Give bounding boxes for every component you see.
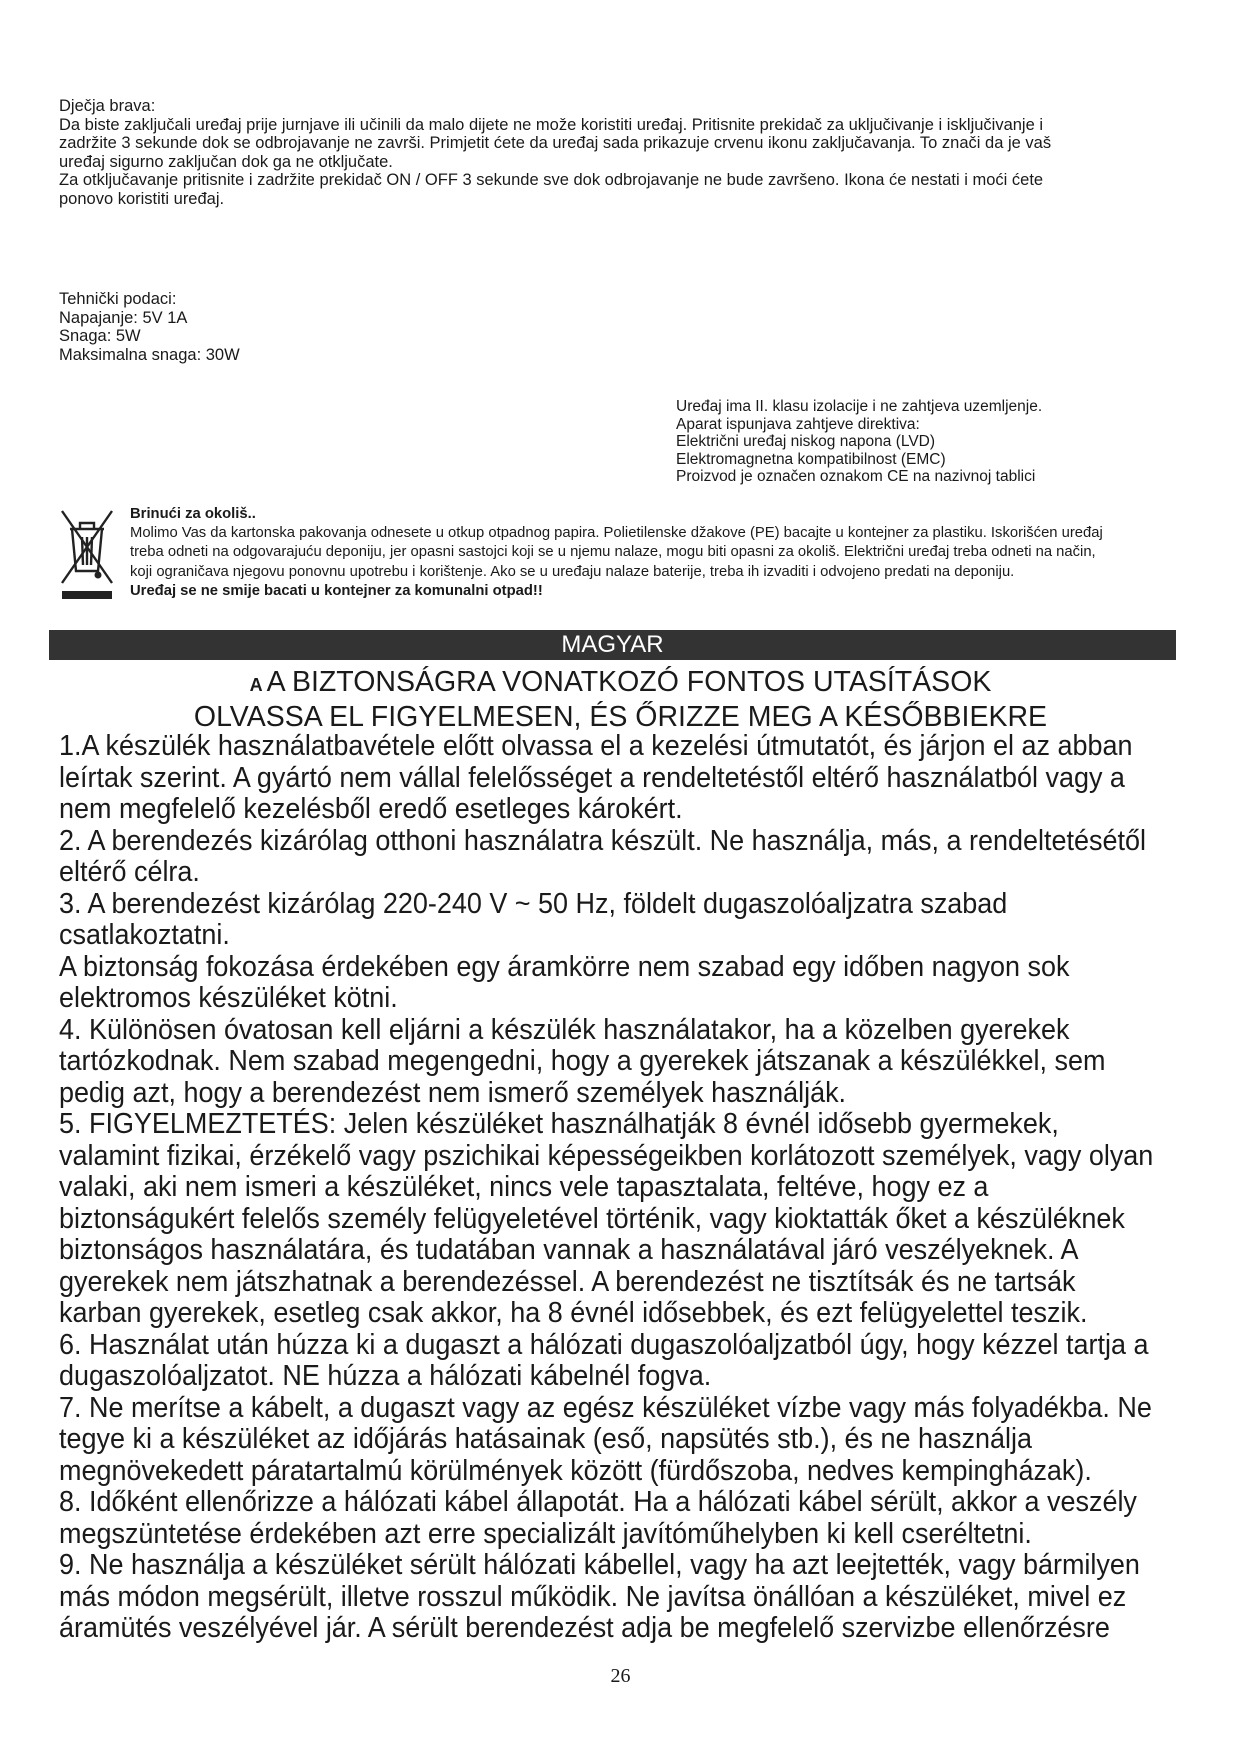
safety-instructions-body bbox=[59, 731, 1189, 1645]
safety-line: dugaszolóaljzatot. NE húzza a hálózati kábelnél fogva. bbox=[59, 1360, 712, 1392]
safety-line: 6. Használat után húzza ki a dugaszt a hálózati dugaszolóaljzatból úgy, hogy kézzel tartja a bbox=[59, 1328, 1149, 1361]
page-number: 26 bbox=[610, 1665, 631, 1687]
child-lock-line: uređaj sigurno zaključan dok ga ne otključate. bbox=[59, 152, 393, 171]
child-lock-line: Za otključavanje pritisnite i zadržite prekidač ON / OFF 3 sekunde sve dok odbrojavanje ne bude završeno. Ikona će nestati i moći ćete bbox=[59, 171, 1044, 189]
safety-line: megnövekedett páratartalmú körülmények között (fürdőszoba, nedves kempingházak). bbox=[59, 1454, 1092, 1487]
safety-line: gyerekek nem játszhatnak a berendezéssel. A berendezést ne tisztítsák és ne tartsák bbox=[59, 1265, 1076, 1298]
child-lock-line: ponovo koristiti uređaj. bbox=[59, 189, 225, 208]
technical-data-section bbox=[59, 290, 1179, 364]
compliance-line: Elektromagnetna kompatibilnost (EMC) bbox=[676, 450, 946, 468]
compliance-section bbox=[676, 398, 1196, 486]
environment-line: koji ograničava njegovu ponovnu upotrebu i korištenje. Ako se u uređaju nalaze baterije, treba ih izvaditi i odvojeno predati na deponiju. bbox=[130, 563, 1015, 580]
safety-line: 7. Ne merítse a kábelt, a dugaszt vagy az egész készüléket vízbe vagy más folyadékba. Ne bbox=[59, 1391, 1152, 1424]
compliance-line: Proizvod je označen oznakom CE na nazivnoj tablici bbox=[676, 468, 1036, 485]
child-lock-section bbox=[59, 97, 1179, 208]
safety-heading-line-2: OLVASSA EL FIGYELMESEN, ÉS ŐRIZZE MEG A KÉSŐBBIEKRE bbox=[193, 701, 1048, 733]
child-lock-line: Da biste zaključali uređaj prije jurnjave ili učinili da malo dijete ne može koristiti uređaj. Pritisnite prekidač za uključivanje i isključivanje i bbox=[59, 115, 1044, 134]
safety-line: elektromos készüléket kötni. bbox=[59, 982, 398, 1014]
environment-line: Molimo Vas da kartonska pakovanja odnesete u otkup otpadnog papira. Polietilenske džakove (PE) bacajte u kontejner za plastiku. Iskorišćen uređaj bbox=[130, 525, 1103, 542]
safety-line: valamint fizikai, érzékelő vagy pszichikai képességeikben korlátozott személyek, vagy olyan bbox=[59, 1139, 1154, 1172]
safety-line: nem megfelelő kezelésből eredő esetleges károkért. bbox=[59, 793, 683, 825]
crossed-out-wheelie-bin-icon bbox=[58, 505, 116, 601]
safety-line: más módon megsérült, illetve rosszul működik. Ne javítsa önállóan a készüléket, mivel ez bbox=[59, 1580, 1127, 1613]
safety-line: 2. A berendezés kizárólag otthoni használatra készült. Ne használja, más, a rendeltetésétől bbox=[59, 824, 1146, 857]
child-lock-line: zadržite 3 sekunde dok se odbrojavanje ne završi. Primjetit ćete da uređaj sada prikazuje crvenu ikonu zaključavanja. To znači da je vaš bbox=[59, 134, 1052, 152]
safety-line: áramütés veszélyével jár. A sérült berendezést adja be megfelelő szervizbe ellenőrzésre bbox=[59, 1612, 1110, 1644]
safety-line: leírtak szerint. A gyártó nem vállal felelősséget a rendeltetéstől eltérő használatból vagy a bbox=[59, 761, 1125, 794]
safety-line: 4. Különösen óvatosan kell eljárni a készülék használatakor, ha a közelben gyerekek bbox=[59, 1013, 1070, 1046]
safety-line: pedig azt, hogy a berendezést nem ismerő személyek használják. bbox=[59, 1076, 847, 1109]
environment-section bbox=[130, 505, 1190, 601]
safety-heading-text: A BIZTONSÁGRA VONATKOZÓ FONTOS UTASÍTÁSOK bbox=[266, 666, 992, 698]
tech-max-power: Maksimalna snaga: 30W bbox=[59, 345, 240, 364]
compliance-line: Električni uređaj niskog napona (LVD) bbox=[676, 433, 936, 450]
safety-line: biztonságos használatára, és tudatában vannak a használatával járó veszélyeknek. A bbox=[59, 1234, 1079, 1266]
compliance-line: Aparat ispunjava zahtjeve direktiva: bbox=[676, 415, 920, 433]
safety-line: megszüntetése érdekében azt erre specializált javítóműhelyben ki kell cseréltetni. bbox=[59, 1517, 1032, 1550]
language-section-bar: MAGYAR bbox=[49, 630, 1176, 660]
safety-line: biztonságukért felelős személy felügyeletével történik, vagy kioktatták őket a készüléknek bbox=[59, 1202, 1125, 1235]
child-lock-heading: Dječja brava: bbox=[59, 97, 156, 115]
warning-symbol: A bbox=[249, 675, 263, 695]
tech-heading: Tehnički podaci: bbox=[59, 290, 177, 308]
tech-power-supply: Napajanje: 5V 1A bbox=[59, 308, 188, 327]
safety-line: 3. A berendezést kizárólag 220-240 V ~ 50 Hz, földelt dugaszolóaljzatra szabad bbox=[59, 887, 1008, 920]
environment-line: treba odneti na odgovarajuću deponiju, jer opasni sastojci koji se u njemu nalaze, mogu biti opasni za okoliš. Električni uređaj treba odneti na način, bbox=[130, 544, 1096, 561]
safety-heading-line-1 bbox=[0, 666, 1241, 701]
safety-line: tegye ki a készüléket az időjárás hatásainak (eső, napsütés stb.), és ne használja bbox=[59, 1423, 1032, 1455]
safety-line: karban gyerekek, esetleg csak akkor, ha 8 évnél idősebbek, és ezt felügyelettel teszik. bbox=[59, 1297, 1088, 1329]
safety-line: 8. Időként ellenőrizze a hálózati kábel állapotát. Ha a hálózati kábel sérült, akkor a veszély bbox=[59, 1486, 1137, 1518]
safety-line: valaki, aki nem ismeri a készüléket, nincs vele tapasztalata, feltéve, hogy ez a bbox=[59, 1171, 989, 1203]
safety-line: A biztonság fokozása érdekében egy áramkörre nem szabad egy időben nagyon sok bbox=[59, 950, 1070, 983]
environment-warning: Uređaj se ne smije bacati u kontejner za komunalni otpad!! bbox=[130, 582, 543, 599]
safety-line: tartózkodnak. Nem szabad megengedni, hogy a gyerekek játszanak a készülékkel, sem bbox=[59, 1045, 1106, 1077]
safety-line: eltérő célra. bbox=[59, 856, 200, 888]
environment-heading: Brinući za okoliš.. bbox=[130, 506, 256, 522]
safety-line: 5. FIGYELMEZTETÉS: Jelen készüléket használhatják 8 évnél idősebb gyermekek, bbox=[59, 1108, 1059, 1140]
safety-line: 9. Ne használja a készüléket sérült hálózati kábellel, vagy ha azt leejtették, vagy bármilyen bbox=[59, 1549, 1140, 1581]
tech-power: Snaga: 5W bbox=[59, 327, 141, 345]
compliance-line: Uređaj ima II. klasu izolacije i ne zahtjeva uzemljenje. bbox=[676, 398, 1043, 415]
safety-line: 1.A készülék használatbavétele előtt olvassa el a kezelési útmutatót, és járjon el az abban bbox=[59, 730, 1133, 762]
safety-line: csatlakoztatni. bbox=[59, 919, 230, 951]
safety-heading bbox=[0, 666, 1241, 733]
